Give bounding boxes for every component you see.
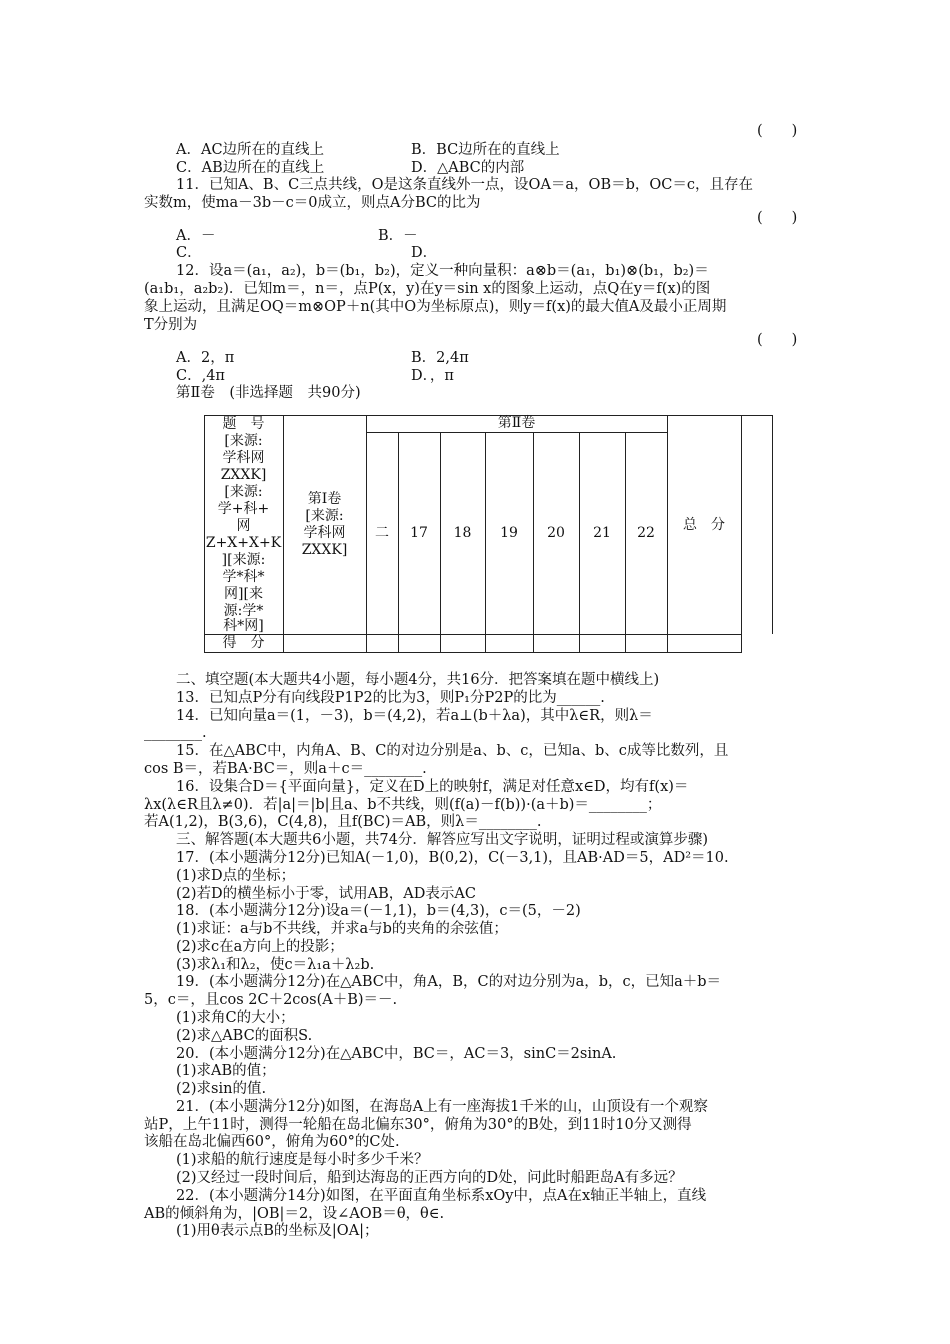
q22-line-1: 22．(本小题满分14分)如图，在平面直角坐标系xOy中，点A在x轴正半轴上，直线 [176,1188,707,1204]
q16-line-1: 16．设集合D＝{平面向量}，定义在D上的映射f，满足对任意x∈D，均有f(x)＝ [176,779,689,795]
q10-option-a: A．AC边所在的直线上 [176,142,325,158]
q11-option-d: D． [411,245,438,261]
source-text-2: 学科网 [222,450,265,466]
q14-line-2: ________. [144,725,207,741]
q11-option-a: A．－ [176,228,216,244]
source-text-9: 学*科* [222,569,265,585]
q21-part-1: (1)求船的航行速度是每小时多少千米？ [176,1152,429,1168]
q21-line-1: 21．(本小题满分12分)如图，在海岛A上有一座海拔1千米的山，山顶设有一个观察 [176,1099,708,1115]
q10-option-b: B．BC边所在的直线上 [411,142,560,158]
q12-answer-bracket: ( ) [757,332,798,348]
col-18: 18 [453,525,472,541]
q20-part-1: (1)求AB的值； [176,1063,276,1079]
q19-line-1: 19．(本小题满分12分)在△ABC中，角A，B，C的对边分别为a，b，c，已知a＋b＝ [176,974,722,990]
q17-line-1: 17．(本小题满分12分)已知A(－1,0)，B(0,2)，C(－3,1)，且AB·AD＝5，AD²＝10. [176,850,729,866]
q12-option-a: A．2，π [176,350,235,366]
q20-line-1: 20．(本小题满分12分)在△ABC中，BC＝，AC＝3，sinC＝2sinA. [176,1046,617,1062]
q15-line-1: 15．在△ABC中，内角A、B、C的对边分别是a、b、c，已知a、b、c成等比数列，且 [176,743,729,759]
q19-line-2: 5，c＝，且cos 2C＋2cos(A＋B)＝－. [144,992,398,1008]
source-text-5: 学+科+ [217,501,270,517]
part2-title: 第Ⅱ卷 (非选择题 共90分) [176,385,361,401]
fill-section-heading: 二、填空题(本大题共4小题，每小题4分，共16分．把答案填在题中横线上) [176,672,660,688]
source-text-1: [来源: [224,433,263,449]
q21-line-2: 站P，上午11时，测得一轮船在岛北偏东30°，俯角为30°的B处，到11时10分又测得 [144,1117,692,1133]
col-17: 17 [410,525,428,541]
q22-line-2: AB的倾斜角为，|OB|＝2，设∠AOB＝θ，θ∈. [144,1206,445,1222]
source-text-6: 网 [236,518,251,534]
q15-line-2: cos B＝，若BA·BC＝，则a＋c＝________. [144,761,427,777]
q18-part-2: (2)求c在a方向上的投影； [176,939,344,955]
q17-part-1: (1)求D点的坐标； [176,868,296,884]
q12-option-c: C．,4π [176,368,225,384]
q12-option-b: B．2,4π [411,350,469,366]
q11-option-c: C． [176,245,202,261]
tihao-label: 题 号 [222,416,265,432]
q18-line-1: 18．(本小题满分12分)设a＝(－1,1)，b＝(4,3)，c＝(5，－2) [176,903,581,919]
q12-line-1: 12．设a＝(a₁，a₂)，b＝(b₁，b₂)，定义一种向量积：a⊗b＝(a₁，b₁)⊗(b₁，b₂)＝ [176,263,709,279]
part1-text-1: 第Ⅰ卷 [307,491,342,507]
part1-text-2: [来源: [305,508,344,524]
q14-line-1: 14．已知向量a＝(1，－3)，b＝(4,2)，若a⊥(b＋λa)，其中λ∈R，则λ＝ [176,708,653,724]
col-22: 22 [637,525,655,541]
q12-option-d: D．，π [411,368,454,384]
source-text-7: Z+X+X+K [205,535,282,551]
q19-part-2: (2)求△ABC的面积S. [176,1028,313,1044]
source-text-12: 科*网] [223,618,264,634]
source-text-11: 源:学* [223,603,264,619]
q10-option-d: D．△ABC的内部 [411,160,525,176]
q18-part-3: (3)求λ₁和λ₂，使c＝λ₁a＋λ₂b. [176,957,375,973]
source-text-4: [来源: [224,484,263,500]
q12-line-4: T分别为 [144,317,198,333]
q11-line-2: 实数m，使ma－3b－c＝0成立，则点A分BC的比为 [144,195,481,211]
source-text-8: ][来源: [221,552,266,568]
q11-option-b: B．－ [378,228,418,244]
q12-line-2: (a₁b₁，a₂b₂)．已知m＝，n＝，点P(x，y)在y＝sin x的图象上运动，点Q在y＝f(x)的图 [144,281,711,297]
q16-line-2: λx(λ∈R且λ≠0)．若|a|＝|b|且a、b不共线，则(f(a)－f(b))·(a＋b)＝________； [144,797,662,813]
q22-part-1: (1)用θ表示点B的坐标及|OA|； [176,1223,379,1239]
q21-part-2: (2)又经过一段时间后，船到达海岛的正西方向的D处，问此时船距岛A有多远？ [176,1170,683,1186]
part2-header: 第Ⅱ卷 [497,415,536,431]
col-20: 20 [547,525,565,541]
q16-line-3: 若A(1,2)，B(3,6)，C(4,8)，且f(BC)＝AB，则λ＝________. [144,814,542,830]
q21-line-3: 该船在岛北偏西60°，俯角为60°的C处. [144,1134,400,1150]
q19-part-1: (1)求角C的大小； [176,1010,295,1026]
q20-part-2: (2)求sin的值. [176,1081,267,1097]
q11-line-1: 11．已知A、B、C三点共线，O是这条直线外一点，设OA＝a，OB＝b，OC＝c，且存在 [176,177,753,193]
part1-text-3: 学科网 [303,525,346,541]
score-table [204,415,742,653]
col-two: 二 [375,525,389,541]
col-19: 19 [500,525,518,541]
q10-answer-bracket: ( ) [757,123,798,139]
part1-text-4: ZXXK] [301,542,348,558]
q17-part-2: (2)若D的横坐标小于零，试用AB，AD表示AC [176,886,476,902]
q11-answer-bracket: ( ) [757,210,798,226]
source-text-3: ZXXK] [220,467,267,483]
q18-part-1: (1)求证：a与b不共线，并求a与b的夹角的余弦值； [176,921,508,937]
source-text-10: 网][来 [224,586,263,602]
solve-section-heading: 三、解答题(本大题共6小题，共74分．解答应写出文字说明，证明过程或演算步骤) [176,832,708,848]
q10-option-c: C．AB边所在的直线上 [176,160,325,176]
q12-line-3: 象上运动，且满足OQ＝m⊗OP＋n(其中O为坐标原点)，则y＝f(x)的最大值A及最小正周期 [144,299,727,315]
col-21: 21 [593,525,611,541]
defen-label: 得 分 [222,635,265,651]
q13-text: 13．已知点P分有向线段P1P2的比为3，则P₁分P2P的比为______. [176,690,605,706]
total-score-label: 总 分 [683,517,725,533]
